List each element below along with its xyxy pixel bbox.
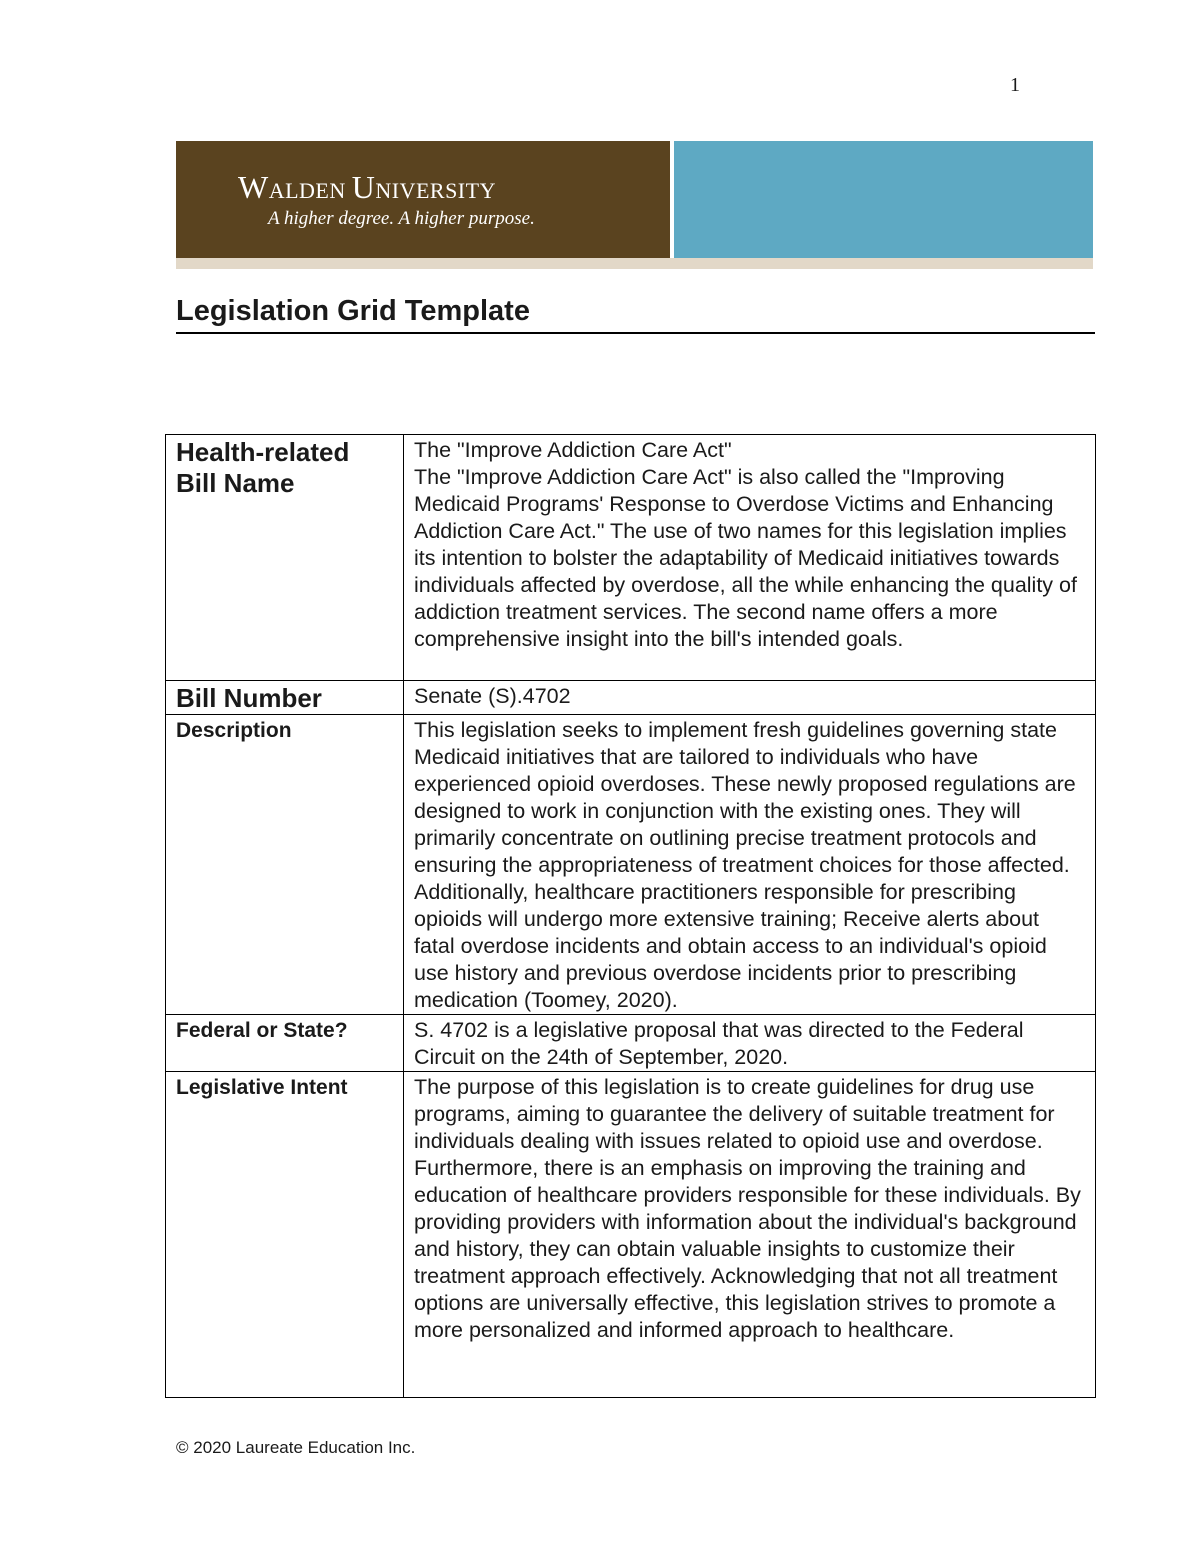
row-value-legislative-intent: The purpose of this legislation is to create guidelines for drug use programs, aiming to guarantee the delivery of suitable treatment for individuals dealing with issues related to opioid use and overdose. Furthermore, there is an emphasis on improving the training and education of healthcare providers responsible for these individuals. By providing providers with information about the individual's background and history, they can obtain valuable insights to customize their treatment approach effectively. Acknowledging that not all treatment options are universally effective, this legislation strives to promote a more personalized and informed approach to healthcare. [404,1072,1096,1398]
university-logo-text: WALDEN UNIVERSITY [238,169,496,205]
banner-blue-panel [674,141,1093,258]
table-row-legislative-intent [166,1072,1096,1398]
row-value-bill-name [404,435,1096,681]
row-value-description: This legislation seeks to implement fresh guidelines governing state Medicaid initiatives that are tailored to individuals who have experienced opioid overdoses. These newly proposed regulations are designed to work in conjunction with the existing ones. They will primarily concentrate on outlining precise treatment protocols and ensuring the appropriateness of treatment choices for those affected. Additionally, healthcare practitioners responsible for prescribing opioids will undergo more extensive training; Receive alerts about fatal overdose incidents and obtain access to an individual's opioid use history and previous overdose incidents prior to prescribing medication (Toomey, 2020). [404,715,1096,1015]
bill-name-title: The "Improve Addiction Care Act" [414,438,732,462]
table-row-federal-or-state [166,1015,1096,1072]
row-label-bill-number: Bill Number [166,681,404,715]
table-row-bill-name [166,435,1096,681]
walden-university-banner [176,141,1093,269]
page-number: 1 [1010,74,1020,96]
row-label-description: Description [166,715,404,1015]
legislation-grid-table [165,434,1096,1398]
bill-name-explanation: The "Improve Addiction Care Act" is also called the "Improving Medicaid Programs' Response to Overdose Victims and Enhancing Addiction Care Act." The use of two names for this legislation implies its intention to bolster the adaptability of Medicaid initiatives towards individuals affected by overdose, all the while enhancing the quality of addiction treatment services. The second name offers a more comprehensive insight into the bill's intended goals. [414,465,1077,651]
row-value-federal-or-state: S. 4702 is a legislative proposal that was directed to the Federal Circuit on the 24th of September, 2020. [404,1015,1096,1072]
banner-brown-panel [176,141,670,258]
banner-bottom-strip [176,258,1093,269]
row-label-federal-or-state: Federal or State? [166,1015,404,1072]
copyright-footer: © 2020 Laureate Education Inc. [176,1438,416,1457]
table-row-bill-number [166,681,1096,715]
document-title: Legislation Grid Template [176,295,1095,334]
row-label-bill-name: Health-related Bill Name [166,435,404,681]
row-label-legislative-intent: Legislative Intent [166,1072,404,1398]
table-row-description [166,715,1096,1015]
university-tagline: A higher degree. A higher purpose. [268,208,535,229]
row-value-bill-number: Senate (S).4702 [404,681,1096,715]
